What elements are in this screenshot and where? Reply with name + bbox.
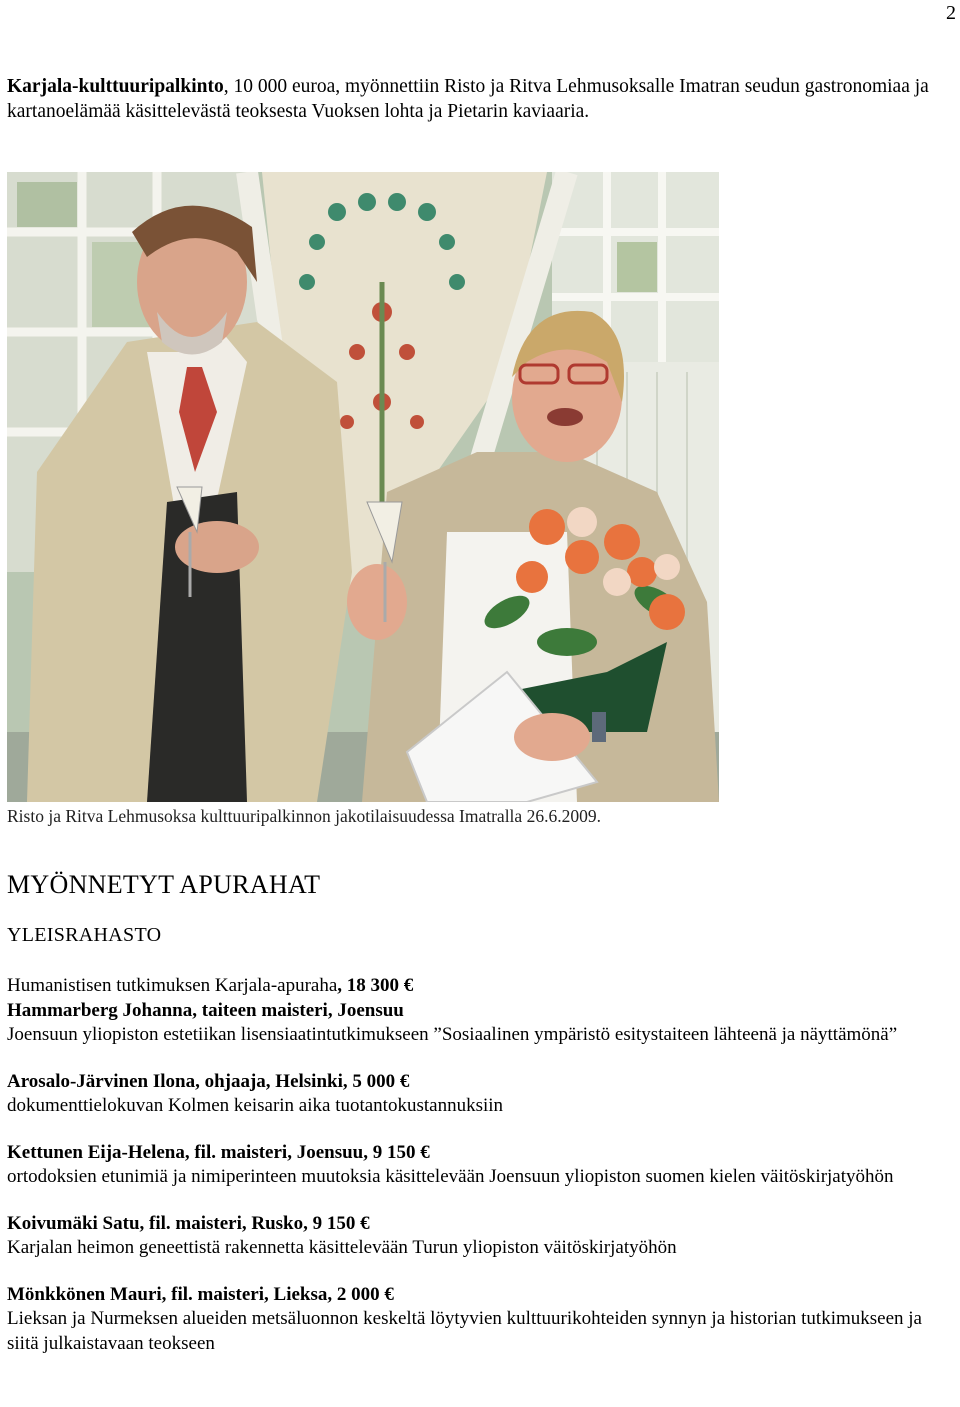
grant-description: ortodoksien etunimiä ja nimiperinteen muutoksia käsittelevään Joensuun yliopiston suomen kielen väitöskirjatyöhön [7,1166,894,1187]
grant-recipient: Arosalo-Järvinen Ilona, ohjaaja, Helsinki, 5 000 € [7,1070,410,1092]
fund-name: Humanistisen tutkimuksen Karjala-apuraha [7,975,338,996]
photo-illustration [7,172,719,802]
photo-caption: Risto ja Ritva Lehmusoksa kulttuuripalkinnon jakotilaisuudessa Imatralla 26.6.2009. [7,806,601,826]
subsection-title: YLEISRAHASTO [7,924,162,946]
intro-paragraph [7,74,947,124]
section-title: MYÖNNETYT APURAHAT [7,870,321,899]
grant-entry [7,1141,947,1190]
fund-amount: , 18 300 € [337,975,414,996]
grant-description: dokumenttielokuvan Kolmen keisarin aika tuotantokustannuksiin [7,1095,504,1116]
award-photo [7,172,719,802]
grant-entry [7,1070,947,1119]
award-name: Karjala-kulttuuripalkinto [7,76,224,97]
grant-entry [7,1283,947,1357]
grant-recipient: Hammarberg Johanna, taiteen maisteri, Joensuu [7,999,404,1021]
grant-description: Lieksan ja Nurmeksen alueiden metsäluonnon keskeltä löytyvien kulttuurikohteiden synnyn ja historian tutkimukseen ja siitä julkaistavaan teokseen [7,1308,922,1354]
grant-description: Karjalan heimon geneettistä rakennetta käsittelevään Turun yliopiston väitöskirjatyöhön [7,1237,677,1258]
page-number: 2 [946,2,956,24]
grant-recipient: Mönkkönen Mauri, fil. maisteri, Lieksa, 2 000 € [7,1283,394,1305]
grant-recipient: Koivumäki Satu, fil. maisteri, Rusko, 9 150 € [7,1212,370,1234]
grant-entry [7,1212,947,1261]
award-text: , 10 000 euroa, myönnettiin Risto ja Ritva Lehmusoksalle Imatran seudun gastronomiaa ja kartanoelämää käsittelevästä teoksesta Vuoksen lohta ja Pietarin kaviaaria. [7,76,929,122]
grant-description: Joensuun yliopiston estetiikan lisensiaatintutkimukseen ”Sosiaalinen ympäristö esitystaiteen lähteenä ja näyttämönä” [7,1024,898,1045]
grant-recipient: Kettunen Eija-Helena, fil. maisteri, Joensuu, 9 150 € [7,1141,430,1163]
grant-list [7,974,947,1356]
grant-entry [7,974,947,1048]
